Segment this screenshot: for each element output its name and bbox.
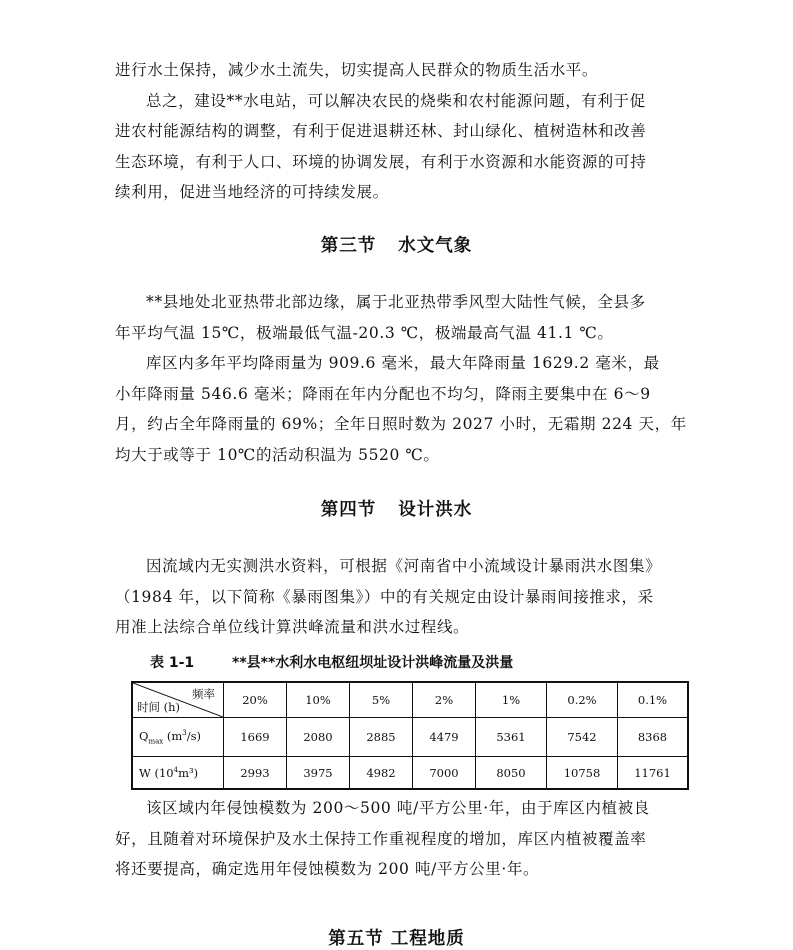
table-cell: 7000: [413, 757, 476, 790]
table-number: 表 1-1: [150, 655, 195, 671]
text-line: 进行水土保持，减少水土流失，切实提高人民群众的物质生活水平。: [115, 61, 599, 79]
erosion-paragraph: [115, 793, 689, 885]
table-cell: 2993: [224, 757, 287, 790]
table-cell: 5361: [476, 718, 547, 757]
table-caption: [150, 652, 513, 672]
text-line: 用准上法综合单位线计算洪峰流量和洪水过程线。: [115, 618, 470, 636]
table-cell: 3975: [287, 757, 350, 790]
intro-paragraph: [115, 55, 689, 208]
row-header-qmax: $Q_{max}$ $(m^3/s)$: [132, 718, 224, 757]
table-cell: 11761: [618, 757, 689, 790]
table-row: [132, 718, 688, 757]
text-line: 月，约占全年降雨量的 69%；全年日照时数为 2027 小时，无霜期 224 天，年: [115, 415, 687, 433]
text-line: 均大于或等于 10℃的活动积温为 5520 ℃。: [115, 445, 440, 464]
row-header-w: W $(10^4m^3)$: [132, 757, 224, 790]
table-cell: 2885: [350, 718, 413, 757]
table-corner-cell: [132, 682, 224, 718]
section-number: 第四节: [320, 500, 377, 520]
section-heading-4: [0, 496, 793, 521]
text-line: 小年降雨量 546.6 毫米；降雨在年内分配也不均匀，降雨主要集中在 6～9: [115, 384, 651, 403]
table-cell: 1669: [224, 718, 287, 757]
flood-table: [131, 681, 689, 790]
table-cell: 8050: [476, 757, 547, 790]
text-line: 好，且随着对环境保护及水土保持工作重视程度的增加，库区内植被覆盖率: [115, 829, 647, 848]
table-cell: 4479: [413, 718, 476, 757]
table-cell: 8368: [618, 718, 689, 757]
section-title: 水文气象: [398, 236, 473, 256]
table-title: **县**水利水电枢纽坝址设计洪峰流量及洪量: [232, 655, 514, 671]
table-cell: 2080: [287, 718, 350, 757]
text-line: （1984 年，以下简称《暴雨图集》）中的有关规定由设计暴雨间接推求，采: [115, 587, 654, 606]
section-number: 第三节: [320, 236, 377, 256]
column-header: 2%: [413, 682, 476, 718]
text-line: **县地处北亚热带北部边缘，属于北亚热带季风型大陆性气候，全县多: [146, 293, 646, 311]
corner-top-label: 频率: [192, 687, 215, 701]
corner-bottom-label: 时间 (h): [137, 700, 181, 714]
text-line: 续利用，促进当地经济的可持续发展。: [115, 183, 389, 201]
table-cell: 10758: [547, 757, 618, 790]
text-line: 库区内多年平均降雨量为 909.6 毫米，最大年降雨量 1629.2 毫米，最: [146, 354, 660, 372]
table-cell: 7542: [547, 718, 618, 757]
column-header: 20%: [224, 682, 287, 718]
text-line: 进农村能源结构的调整，有利于促进退耕还林、封山绿化、植树造林和改善: [115, 122, 647, 140]
column-header: 0.1%: [618, 682, 689, 718]
column-header: 5%: [350, 682, 413, 718]
column-header: 0.2%: [547, 682, 618, 718]
text-line: 将还要提高，确定选用年侵蚀模数为 200 吨/平方公里·年。: [115, 860, 540, 878]
flood-paragraph: [115, 551, 689, 643]
climate-paragraph-1: [115, 287, 689, 348]
table-header-row: [132, 682, 688, 718]
table-cell: 4982: [350, 757, 413, 790]
text-line: 该区域内年侵蚀模数为 200～500 吨/平方公里·年，由于库区内植被良: [146, 799, 650, 817]
table-row: [132, 757, 688, 790]
column-header: 1%: [476, 682, 547, 718]
section-heading-3: [0, 232, 793, 257]
text-line: 生态环境，有利于人口、环境的协调发展，有利于水资源和水能资源的可持: [115, 152, 647, 171]
text-line: 因流域内无实测洪水资料，可根据《河南省中小流域设计暴雨洪水图集》: [146, 557, 662, 575]
section-title: 设计洪水: [398, 500, 473, 520]
column-header: 10%: [287, 682, 350, 718]
climate-paragraph-2: [115, 348, 689, 470]
text-line: 总之，建设**水电站，可以解决农民的烧柴和农村能源问题，有利于促: [146, 91, 646, 110]
section-heading-5-partial: 第五节 工程地质: [328, 929, 465, 949]
text-line: 年平均气温 15℃，极端最低气温-20.3 ℃，极端最高气温 41.1 ℃。: [115, 323, 614, 342]
